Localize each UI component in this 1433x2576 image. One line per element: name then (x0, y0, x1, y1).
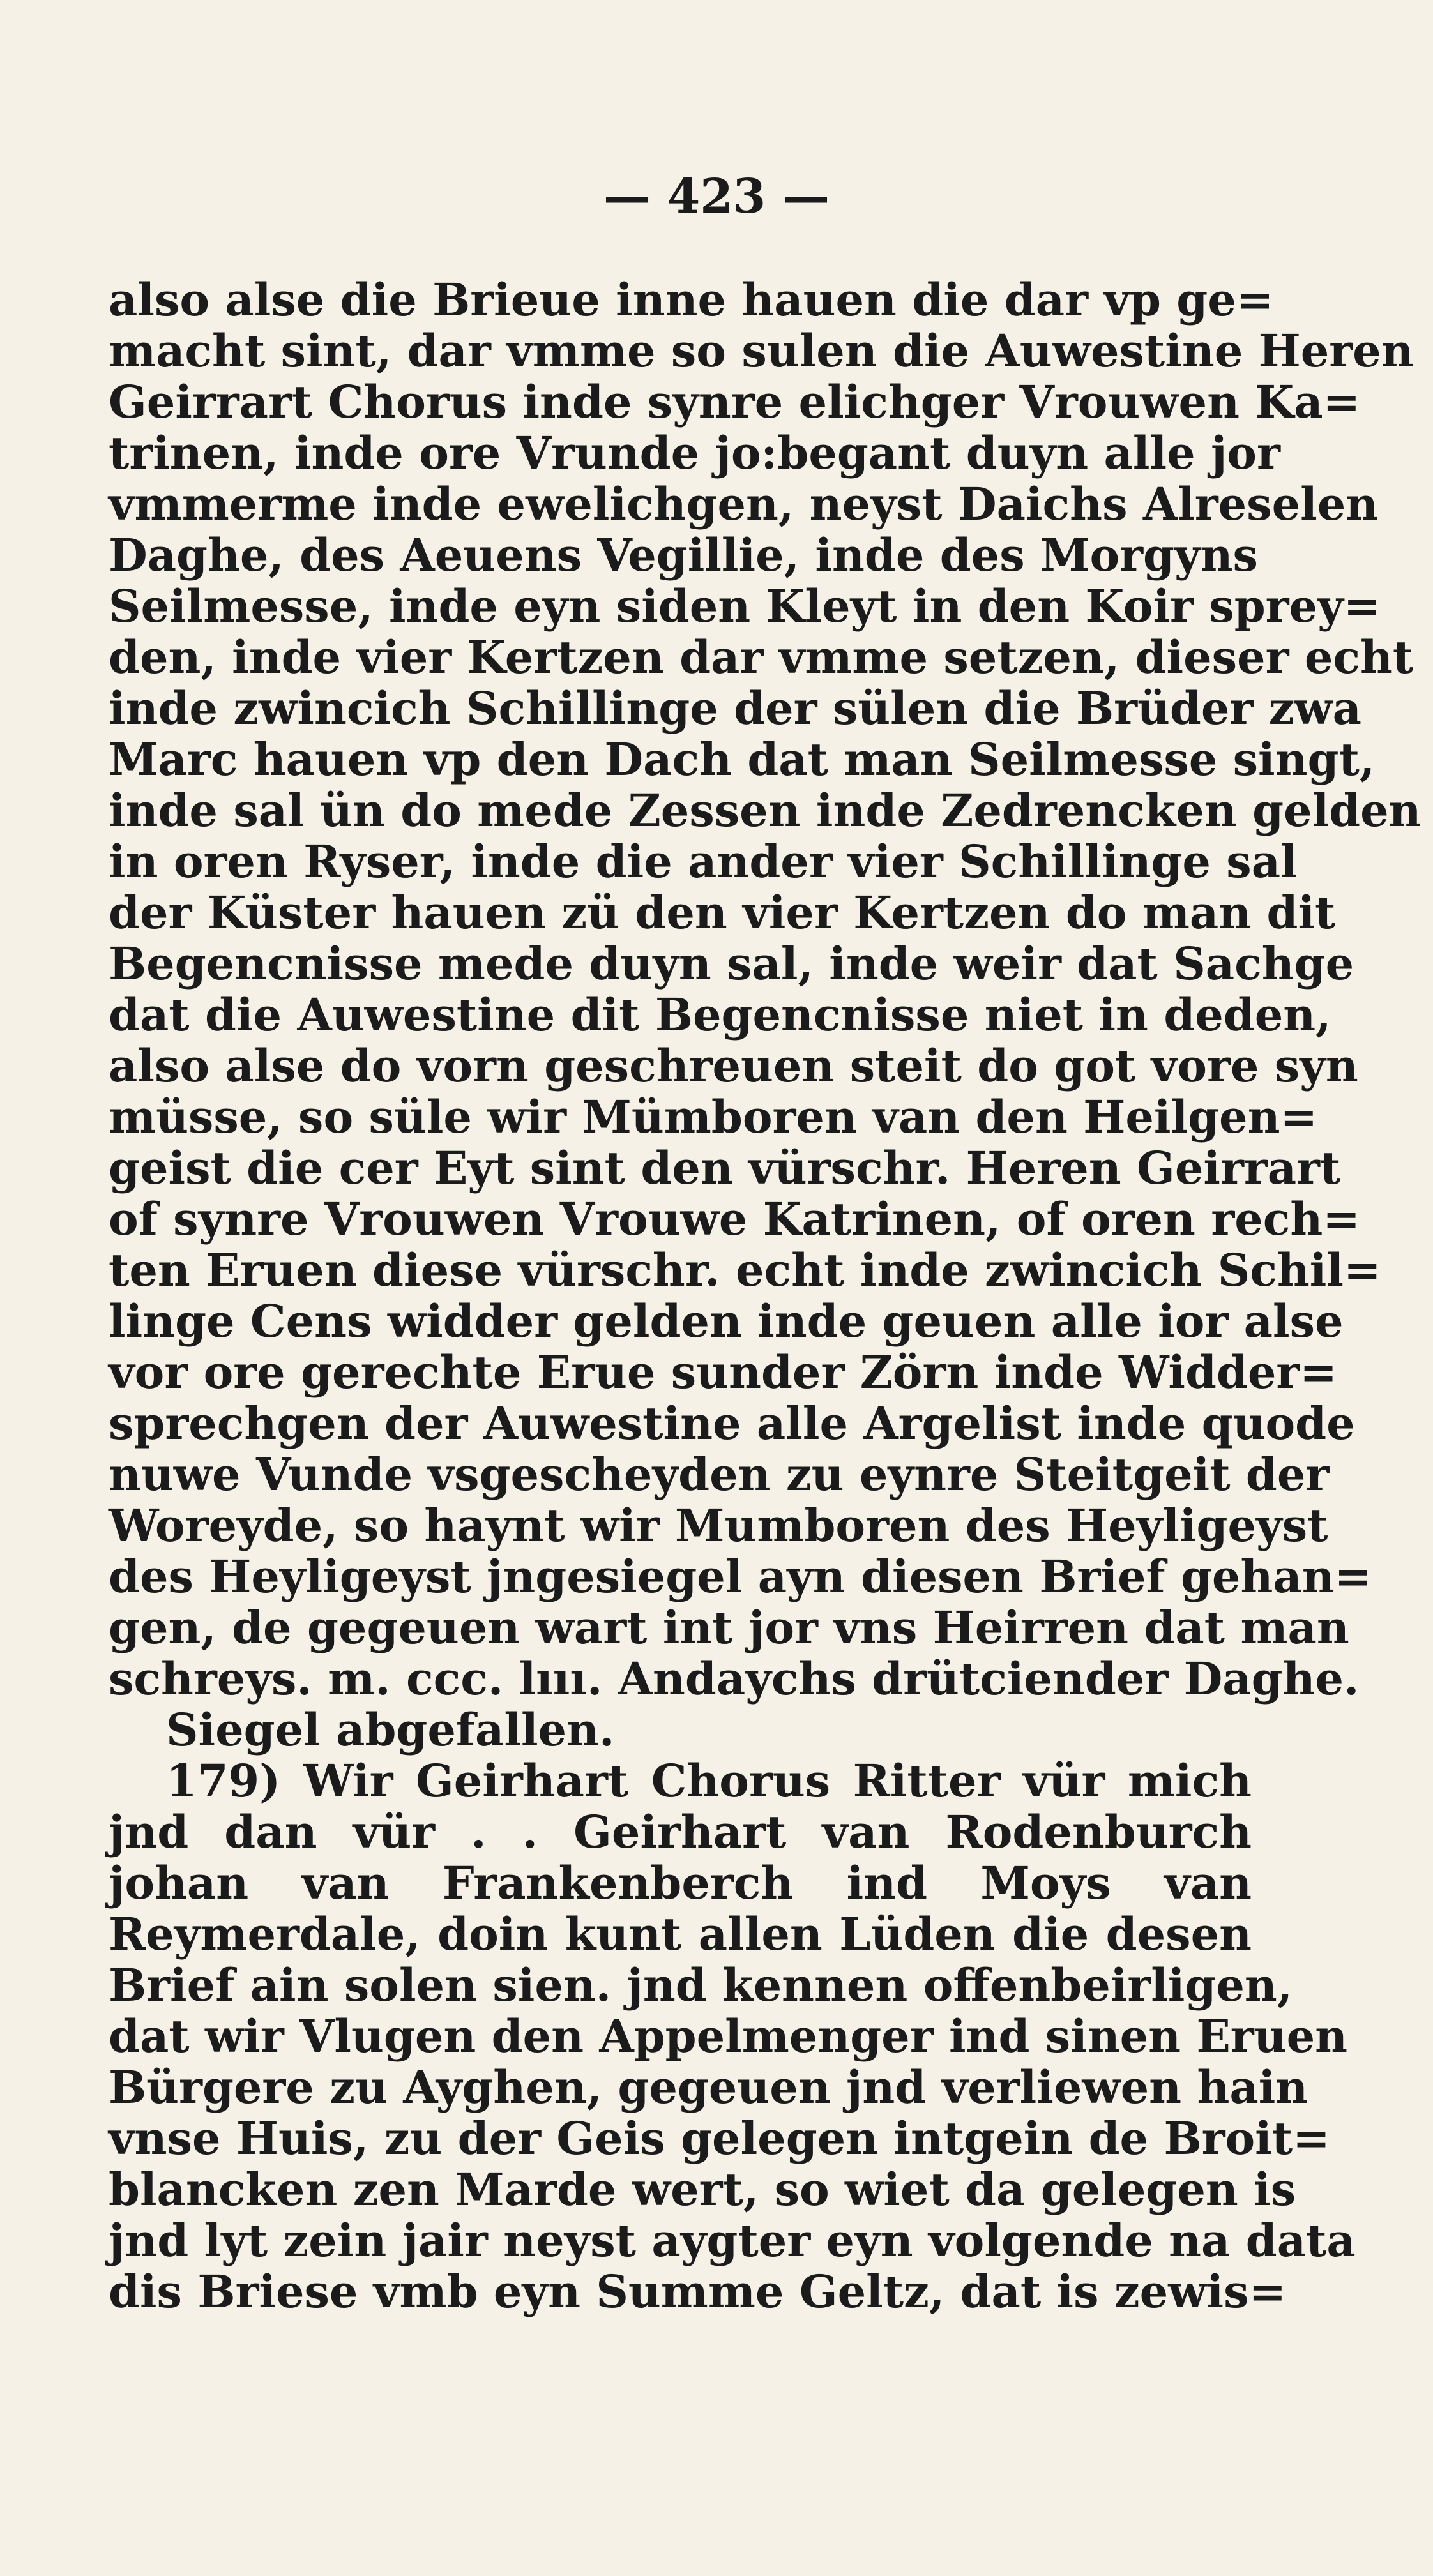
text-line: vnse Huis, zu der Geis gelegen intgein de Broit= (109, 2112, 1330, 2165)
page-number: — 423 — (603, 169, 830, 224)
text-line: blancken zen Marde wert, so wiet da gelegen is (109, 2163, 1296, 2216)
text-line: also alse die Brieue inne hauen die dar vp ge= (109, 273, 1274, 326)
text-line: trinen, inde ore Vrunde jo:begant duyn alle jor (109, 426, 1280, 479)
text-line: des Heyligeyst jngesiegel ayn diesen Brief gehan= (109, 1550, 1372, 1603)
text-line: jnd dan vür . . Geirhart van Rodenburch (109, 1805, 1252, 1858)
text-line: Bürgere zu Ayghen, gegeuen jnd verliewen hain (109, 2061, 1308, 2114)
text-line: Daghe, des Aeuens Vegillie, inde des Morgyns (109, 529, 1258, 582)
text-line: nuwe Vunde vsgescheyden zu eynre Steitgeit der (109, 1448, 1330, 1501)
text-line: Marc hauen vp den Dach dat man Seilmesse singt, (109, 733, 1376, 786)
text-line: gen, de gegeuen wart int jor vns Heirren dat man (109, 1601, 1349, 1654)
text-line: 179) Wir Geirhart Chorus Ritter vür mich (166, 1754, 1252, 1807)
text-line: vmmerme inde ewelichgen, neyst Daichs Alreselen (109, 478, 1379, 531)
text-line: macht sint, dar vmme so sulen die Auwestine Heren (109, 324, 1414, 377)
paragraph-1 (109, 273, 1422, 1705)
text-line: schreys. m. ccc. lııı. Andaychs drütciender Daghe. (109, 1652, 1360, 1705)
text-line: Begencnisse mede duyn sal, inde weir dat Sachge (109, 937, 1354, 990)
text-line: inde zwincich Schillinge der sülen die Brüder zwa (109, 682, 1362, 735)
text-line: inde sal ün do mede Zessen inde Zedrencken gelden (109, 784, 1422, 837)
text-line: Woreyde, so haynt wir Mumboren des Heyligeyst (109, 1499, 1328, 1552)
text-line: der Küster hauen zü den vier Kertzen do man dit (109, 886, 1336, 939)
text-line: in oren Ryser, inde die ander vier Schillinge sal (109, 835, 1298, 888)
text-line: den, inde vier Kertzen dar vmme setzen, dieser echt (109, 631, 1414, 684)
paragraph-2 (109, 1754, 1356, 2318)
page-text (109, 273, 1422, 2318)
text-line: Geirrart Chorus inde synre elichger Vrouwen Ka= (109, 375, 1361, 428)
text-line: geist die cer Eyt sint den vürschr. Heren Geirrart (109, 1141, 1341, 1194)
text-line: dat die Auwestine dit Begencnisse niet in deden, (109, 988, 1331, 1041)
text-line: dis Briese vmb eyn Summe Geltz, dat is zewis= (109, 2265, 1287, 2318)
seal-note: Siegel abgefallen. (166, 1703, 615, 1756)
text-line: dat wir Vlugen den Appelmenger ind sinen Eruen (109, 2010, 1348, 2063)
text-line: of synre Vrouwen Vrouwe Katrinen, of oren rech= (109, 1193, 1360, 1246)
text-line: also alse do vorn geschreuen steit do got vore syn (109, 1039, 1358, 1092)
text-line: johan van Frankenberch ind Moys van (109, 1857, 1252, 1909)
text-line: sprechgen der Auwestine alle Argelist inde quode (109, 1397, 1355, 1450)
text-line: Seilmesse, inde eyn siden Kleyt in den Koir sprey= (109, 580, 1381, 633)
text-line: müsse, so süle wir Mümboren van den Heilgen= (109, 1090, 1318, 1143)
text-line: ten Eruen diese vürschr. echt inde zwincich Schil= (109, 1244, 1381, 1297)
text-line: vor ore gerechte Erue sunder Zörn inde Widder= (109, 1346, 1337, 1399)
text-line: Brief ain solen sien. jnd kennen offenbeirligen, (109, 1959, 1293, 2012)
text-line: jnd lyt zein jair neyst aygter eyn volgende na data (109, 2214, 1356, 2267)
text-line: Reymerdale, doin kunt allen Lüden die desen (109, 1908, 1252, 1961)
text-line: linge Cens widder gelden inde geuen alle ior alse (109, 1295, 1344, 1348)
